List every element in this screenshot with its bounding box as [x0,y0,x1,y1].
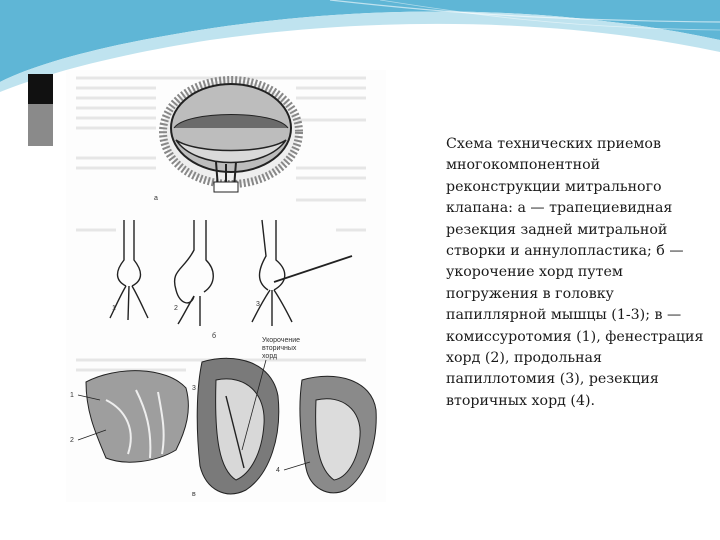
accent-block-black [28,74,53,104]
panel-c-left-section [86,371,188,463]
panel-a-valve-ring [163,80,299,192]
figure-caption: Схема технических приемов многокомпонентной реконструкции митрального клапана: а — трапециевидная резекция задней митральной створки и аннулопластика; б — укорочение хорд путем погружения в головку папиллярной мышцы (1-3); в — комиссуротомия (1), фенестрация хорд (2), продольная папиллотомия (3), резекция вторичных хорд (4). [446,136,704,409]
panel-c-annotation-line-2: вторичных [262,345,297,352]
panel-c-marker-3: 3 [192,385,196,392]
panel-c-marker-1: 1 [70,392,74,399]
panel-c-annotation-line-3: хорд [262,353,278,360]
mitral-valve-figure [66,70,386,502]
panel-c-marker-2: 2 [70,437,74,444]
panel-b-chord-shortening [110,220,352,326]
panel-b-step-2: 2 [174,305,178,312]
panel-b-step-1: 1 [112,305,116,312]
panel-a-letter: а [154,195,158,202]
accent-block-gray [28,104,53,146]
panel-c-right-section [300,376,376,493]
panel-b-letter: б [212,333,217,340]
panel-c-middle-section [197,358,279,494]
panel-c-annotation-line-1: Укорочение [262,337,301,344]
panel-c-letter: в [192,491,196,498]
panel-c-marker-4: 4 [276,467,280,474]
panel-b-step-3: 3 [256,301,260,308]
